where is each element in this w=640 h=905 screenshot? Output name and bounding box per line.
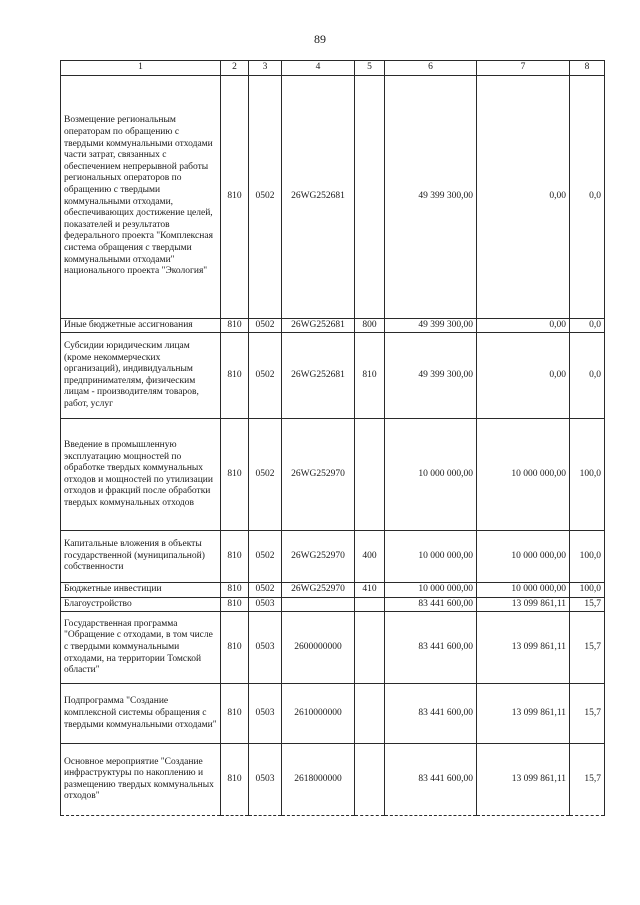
section-code: 0503 xyxy=(249,597,282,612)
table-row xyxy=(61,75,605,318)
execution-percent: 100,0 xyxy=(570,419,605,531)
execution-percent: 100,0 xyxy=(570,583,605,598)
fact-amount: 0,00 xyxy=(477,333,570,419)
column-header: 8 xyxy=(570,61,605,76)
expense-type-code xyxy=(355,744,385,816)
column-header: 4 xyxy=(282,61,355,76)
fact-amount: 10 000 000,00 xyxy=(477,583,570,598)
plan-amount: 83 441 600,00 xyxy=(385,597,477,612)
fact-amount: 10 000 000,00 xyxy=(477,531,570,583)
table-row xyxy=(61,531,605,583)
ministry-code: 810 xyxy=(221,684,249,744)
ministry-code: 810 xyxy=(221,744,249,816)
table-row xyxy=(61,333,605,419)
section-code: 0502 xyxy=(249,318,282,333)
ministry-code: 810 xyxy=(221,75,249,318)
execution-percent: 15,7 xyxy=(570,612,605,684)
table-row xyxy=(61,612,605,684)
section-code: 0502 xyxy=(249,75,282,318)
row-name: Иные бюджетные ассигнования xyxy=(61,318,221,333)
fact-amount: 13 099 861,11 xyxy=(477,744,570,816)
page-number: 89 xyxy=(314,32,326,46)
section-code: 0502 xyxy=(249,583,282,598)
expense-type-code xyxy=(355,612,385,684)
section-code: 0503 xyxy=(249,684,282,744)
plan-amount: 10 000 000,00 xyxy=(385,583,477,598)
table-row xyxy=(61,318,605,333)
execution-percent: 0,0 xyxy=(570,318,605,333)
section-code: 0502 xyxy=(249,333,282,419)
row-name: Бюджетные инвестиции xyxy=(61,583,221,598)
table-row xyxy=(61,744,605,816)
execution-percent: 100,0 xyxy=(570,531,605,583)
plan-amount: 49 399 300,00 xyxy=(385,318,477,333)
target-code: 26WG252681 xyxy=(282,75,355,318)
expense-type-code: 400 xyxy=(355,531,385,583)
ministry-code: 810 xyxy=(221,333,249,419)
plan-amount: 10 000 000,00 xyxy=(385,531,477,583)
column-number-header-row xyxy=(61,61,605,76)
column-header: 1 xyxy=(61,61,221,76)
ministry-code: 810 xyxy=(221,597,249,612)
ministry-code: 810 xyxy=(221,583,249,598)
table-row xyxy=(61,684,605,744)
execution-percent: 15,7 xyxy=(570,684,605,744)
expense-type-code xyxy=(355,684,385,744)
fact-amount: 13 099 861,11 xyxy=(477,597,570,612)
row-name: Капитальные вложения в объекты государственной (муниципальной) собственности xyxy=(61,531,221,583)
execution-percent: 0,0 xyxy=(570,333,605,419)
ministry-code: 810 xyxy=(221,612,249,684)
target-code: 26WG252970 xyxy=(282,419,355,531)
row-name: Подпрограмма "Создание комплексной системы обращения с твердыми коммунальными отходами" xyxy=(61,684,221,744)
expense-type-code xyxy=(355,597,385,612)
table-row xyxy=(61,419,605,531)
plan-amount: 83 441 600,00 xyxy=(385,684,477,744)
target-code: 26WG252970 xyxy=(282,531,355,583)
table-row xyxy=(61,583,605,598)
execution-percent: 15,7 xyxy=(570,597,605,612)
fact-amount: 10 000 000,00 xyxy=(477,419,570,531)
row-name: Благоустройство xyxy=(61,597,221,612)
target-code xyxy=(282,597,355,612)
ministry-code: 810 xyxy=(221,318,249,333)
plan-amount: 83 441 600,00 xyxy=(385,744,477,816)
expense-type-code: 800 xyxy=(355,318,385,333)
row-name: Субсидии юридическим лицам (кроме некоммерческих организаций), индивидуальным предпринимателям, физическим лицам - производителям товаров, работ, услуг xyxy=(61,333,221,419)
target-code: 26WG252681 xyxy=(282,318,355,333)
target-code: 2600000000 xyxy=(282,612,355,684)
section-code: 0502 xyxy=(249,419,282,531)
fact-amount: 13 099 861,11 xyxy=(477,684,570,744)
fact-amount: 0,00 xyxy=(477,75,570,318)
target-code: 26WG252970 xyxy=(282,583,355,598)
ministry-code: 810 xyxy=(221,419,249,531)
column-header: 7 xyxy=(477,61,570,76)
budget-table xyxy=(60,60,605,816)
plan-amount: 49 399 300,00 xyxy=(385,75,477,318)
row-name: Государственная программа "Обращение с отходами, в том числе с твердыми коммунальными отходами, на территории Томской области" xyxy=(61,612,221,684)
row-name: Возмещение региональным операторам по обращению с твердыми коммунальными отходами части затрат, связанных с обеспечением непрерывной работы региональных операторов по обращению с твердыми коммунальными отходами, обеспечивающих достижение целей, показателей и результатов федерального проекта "Комплексная система обращения с твердыми коммунальными отходами" национального проекта "Экология" xyxy=(61,75,221,318)
execution-percent: 15,7 xyxy=(570,744,605,816)
column-header: 5 xyxy=(355,61,385,76)
row-name: Основное мероприятие "Создание инфраструктуры по накоплению и размещению твердых коммунальных отходов" xyxy=(61,744,221,816)
section-code: 0502 xyxy=(249,531,282,583)
target-code: 26WG252681 xyxy=(282,333,355,419)
target-code: 2610000000 xyxy=(282,684,355,744)
column-header: 3 xyxy=(249,61,282,76)
plan-amount: 83 441 600,00 xyxy=(385,612,477,684)
fact-amount: 13 099 861,11 xyxy=(477,612,570,684)
table-row xyxy=(61,597,605,612)
expense-type-code: 410 xyxy=(355,583,385,598)
ministry-code: 810 xyxy=(221,531,249,583)
section-code: 0503 xyxy=(249,612,282,684)
section-code: 0503 xyxy=(249,744,282,816)
column-header: 2 xyxy=(221,61,249,76)
plan-amount: 10 000 000,00 xyxy=(385,419,477,531)
plan-amount: 49 399 300,00 xyxy=(385,333,477,419)
expense-type-code xyxy=(355,419,385,531)
fact-amount: 0,00 xyxy=(477,318,570,333)
expense-type-code xyxy=(355,75,385,318)
column-header: 6 xyxy=(385,61,477,76)
execution-percent: 0,0 xyxy=(570,75,605,318)
expense-type-code: 810 xyxy=(355,333,385,419)
target-code: 2618000000 xyxy=(282,744,355,816)
row-name: Введение в промышленную эксплуатацию мощностей по обработке твердых коммунальных отходов и мощностей по утилизации отходов и фракций после обработки твердых коммунальных отходов xyxy=(61,419,221,531)
